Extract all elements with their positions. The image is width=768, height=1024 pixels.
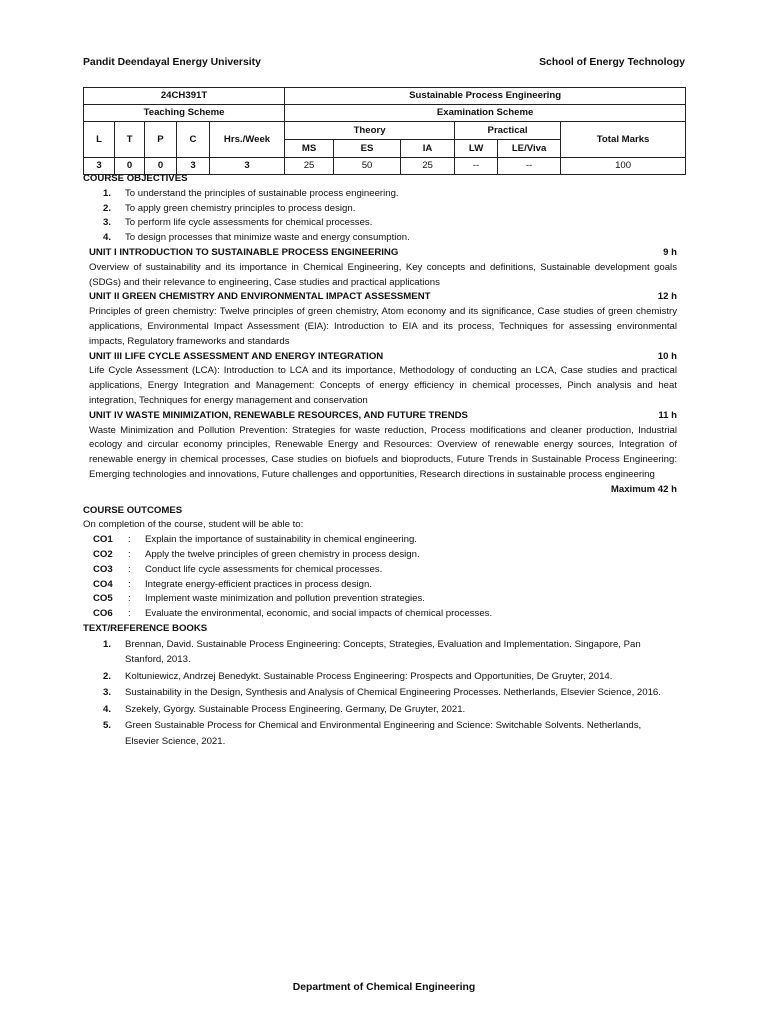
book-item: 2. Koltuniewicz, Andrzej Benedykt. Sustainable Process Engineering: Prospects and Opportunities, De Gruyter, 2014. — [103, 670, 613, 682]
teaching-scheme-label: Teaching Scheme — [84, 105, 285, 122]
val-t: 0 — [115, 158, 145, 175]
outcome-row: CO1 : Explain the importance of sustainability in chemical engineering. — [93, 534, 417, 546]
col-c: C — [177, 122, 210, 158]
unit-3-content: Life Cycle Assessment (LCA): Introduction to LCA and its importance, Methodology of conducting an LCA, Case studies and practical applications, Energy Integration and Management: Concepts of energy efficiency in chemical processes, Pinch analysis and heat integration, Techniques for energy management and conservation — [89, 365, 677, 406]
val-total: 100 — [561, 158, 686, 175]
col-theory: Theory — [285, 122, 455, 140]
objectives-list — [83, 187, 685, 246]
val-le: -- — [498, 158, 561, 175]
books-heading: TEXT/REFERENCE BOOKS — [83, 622, 208, 634]
syllabus-content — [83, 172, 685, 750]
outcome-row: CO3 : Conduct life cycle assessments for chemical processes. — [93, 563, 383, 575]
val-hrs: 3 — [210, 158, 285, 175]
col-p: P — [145, 122, 177, 158]
val-p: 0 — [145, 158, 177, 175]
val-lw: -- — [455, 158, 498, 175]
unit-3-hours: 10 h — [657, 350, 677, 362]
outcome-row: CO6 : Evaluate the environmental, economic, and social impacts of chemical processes. — [93, 608, 493, 620]
val-ia: 25 — [401, 158, 455, 175]
objective-item: 4. To design processes that minimize waste and energy consumption. — [103, 232, 410, 244]
school-name: School of Energy Technology — [539, 57, 685, 68]
outcomes-heading: COURSE OUTCOMES — [83, 504, 183, 516]
col-l: L — [84, 122, 115, 158]
maximum-hours: Maximum 42 h — [610, 483, 677, 495]
unit-4-hours: 11 h — [658, 409, 677, 421]
course-title: Sustainable Process Engineering — [285, 88, 686, 105]
col-lw: LW — [455, 140, 498, 158]
university-name: Pandit Deendayal Energy University — [83, 57, 261, 68]
col-ms: MS — [285, 140, 334, 158]
unit-1-hours: 9 h — [663, 246, 677, 258]
col-es: ES — [334, 140, 401, 158]
scheme-table — [83, 87, 686, 175]
book-item: 5. Green Sustainable Process for Chemical and Environmental Engineering and Science: Switchable Solvents. Netherlands, Elsevier Science, 2021. — [103, 720, 642, 747]
unit-2-hours: 12 h — [657, 291, 677, 303]
outcomes-intro: On completion of the course, student will be able to: — [83, 519, 304, 531]
book-item: 4. Szekely, Gyorgy. Sustainable Process Engineering. Germany, De Gruyter, 2021. — [103, 703, 466, 715]
objectives-heading: COURSE OBJECTIVES — [83, 173, 188, 184]
col-hrs-week: Hrs./Week — [210, 122, 285, 158]
objective-item: 3. To perform life cycle assessments for chemical processes. — [103, 217, 373, 229]
val-es: 50 — [334, 158, 401, 175]
col-le-viva: LE/Viva — [498, 140, 561, 158]
outcome-row: CO2 : Apply the twelve principles of green chemistry in process design. — [93, 548, 420, 560]
examination-scheme-label: Examination Scheme — [285, 105, 686, 122]
page-header — [83, 56, 685, 72]
unit-2-content: Principles of green chemistry: Twelve principles of green chemistry, Atom economy and its significance, Case studies of green chemistry applications, Environmental Impact Assessment (EIA): Introduction to EIA and its process, Techniques for assessing environmental impacts, Regulatory frameworks and standards — [89, 306, 677, 347]
unit-2-heading: UNIT II GREEN CHEMISTRY AND ENVIRONMENTAL IMPACT ASSESSMENT 12 h — [83, 290, 685, 305]
page-footer: Department of Chemical Engineering — [292, 982, 476, 993]
col-practical: Practical — [455, 122, 561, 140]
val-ms: 25 — [285, 158, 334, 175]
outcome-row: CO5 : Implement waste minimization and pollution prevention strategies. — [93, 593, 425, 605]
unit-1-heading: UNIT I INTRODUCTION TO SUSTAINABLE PROCESS ENGINEERING 9 h — [83, 246, 685, 261]
val-c: 3 — [177, 158, 210, 175]
unit-4-heading: UNIT IV WASTE MINIMIZATION, RENEWABLE RESOURCES, AND FUTURE TRENDS 11 h — [83, 409, 685, 424]
unit-4-content: Waste Minimization and Pollution Prevention: Strategies for waste reduction, Process modifications and cleaner production, Industrial ecology and circular economy principles, Renewable Energy and Resources: Overview of renewable energy sources, Integration of renewable energy in chemical processes, Case studies on biofuels and bioproducts, Future Trends in Sustainable Process Engineering: Emerging technologies and innovations, Future challenges and opportunities, Research directions in sustainable process engineering — [89, 424, 677, 480]
unit-3-heading: UNIT III LIFE CYCLE ASSESSMENT AND ENERGY INTEGRATION 10 h — [83, 350, 685, 365]
col-t: T — [115, 122, 145, 158]
books-list — [83, 637, 685, 750]
course-code: 24CH391T — [84, 88, 285, 105]
outcome-row: CO4 : Integrate energy-efficient practices in process design. — [93, 578, 372, 590]
book-item: 3. Sustainability in the Design, Synthesis and Analysis of Chemical Engineering Processes. Netherlands, Elsevier Science, 2016. — [103, 687, 661, 699]
col-total-marks: Total Marks — [561, 122, 686, 158]
val-l: 3 — [84, 158, 115, 175]
objective-item: 2. To apply green chemistry principles to process design. — [103, 202, 356, 214]
book-item: 1. Brennan, David. Sustainable Process Engineering: Concepts, Strategies, Evaluation and Implementation. Singapore, Pan Stanford, 2013. — [103, 638, 641, 666]
objective-item: 1. To understand the principles of sustainable process engineering. — [103, 187, 399, 199]
col-ia: IA — [401, 140, 455, 158]
unit-1-content: Overview of sustainability and its importance in Chemical Engineering, Key concepts and definitions, Sustainable development goals (SDGs) and their relevance to engineering, Case studies and practical applications — [89, 261, 677, 288]
